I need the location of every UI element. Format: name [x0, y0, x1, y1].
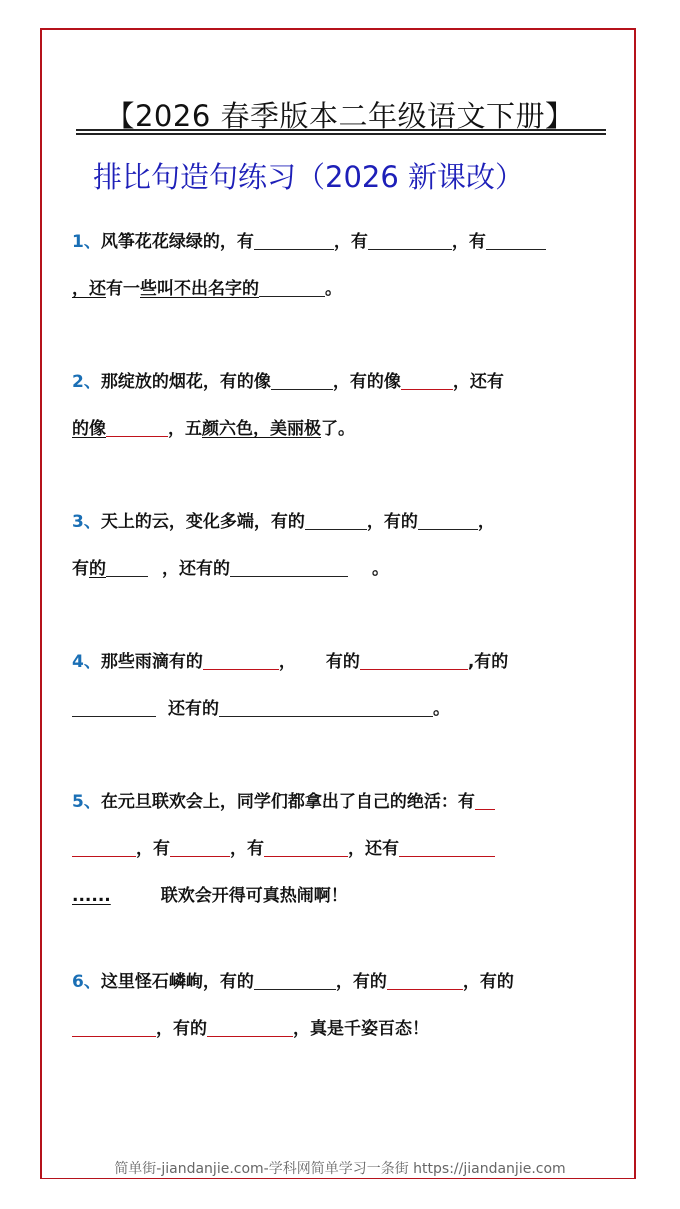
question-2-line-2: 的像 ，五颜六色，美丽极了。 [72, 419, 355, 439]
blank[interactable] [368, 233, 452, 250]
blank[interactable] [264, 840, 348, 857]
blank[interactable] [305, 513, 367, 530]
question-1-line-1: 1、风筝花花绿绿的，有 ，有 ，有 [72, 227, 546, 252]
blank[interactable] [170, 840, 230, 857]
question-6-line-2: ，有的 ，真是千姿百态！ [72, 1014, 429, 1039]
question-3-line-1: 3、天上的云，变化多端，有的 ，有的 ， [72, 512, 495, 532]
blank[interactable] [254, 233, 334, 250]
footer-source: 简单街-jiandanjie.com-学科网简单学习一条街 https://jiandanjie.com [114, 1161, 566, 1177]
question-1-line-2: ，还有一些叫不出名字的 。 [72, 279, 342, 299]
blank[interactable] [387, 973, 463, 990]
blank[interactable] [106, 560, 148, 577]
question-5-line-2: ，有 ，有 ，还有 [72, 834, 495, 859]
question-4-line-2: 还有的 。 [72, 694, 450, 719]
blank[interactable] [203, 653, 279, 670]
blank[interactable] [486, 233, 546, 250]
blank[interactable] [254, 973, 336, 990]
blank[interactable] [399, 840, 495, 857]
blank[interactable] [219, 700, 433, 717]
blank[interactable] [230, 560, 348, 577]
blank[interactable] [106, 420, 168, 437]
blank[interactable] [271, 373, 333, 390]
question-3-line-2: 有的 ，还有的 。 [72, 559, 389, 579]
question-5-line-3: ...... 联欢会开得可真热闹啊！ [72, 886, 348, 906]
title-underline [76, 129, 606, 131]
question-4-line-1: 4、那些雨滴有的 ， 有的 ,有的 [72, 652, 509, 672]
question-6-line-1: 6、这里怪石嶙峋，有的 ，有的 ，有的 [72, 972, 514, 992]
blank[interactable] [475, 793, 495, 810]
blank[interactable] [401, 373, 453, 390]
blank[interactable] [72, 700, 156, 717]
blank[interactable] [418, 513, 478, 530]
worksheet-title: 【2026 春季版本二年级语文下册】 [105, 99, 575, 133]
page-border [40, 28, 636, 1179]
title-underline-2 [76, 133, 606, 135]
blank[interactable] [72, 1020, 156, 1037]
question-5-line-1: 5、在元旦联欢会上，同学们都拿出了自己的绝活：有 [72, 787, 495, 812]
blank[interactable] [259, 280, 325, 297]
blank[interactable] [360, 653, 468, 670]
worksheet-subtitle: 排比句造句练习（2026 新课改） [93, 160, 525, 194]
blank[interactable] [207, 1020, 293, 1037]
question-2-line-1: 2、那绽放的烟花，有的像 ，有的像 ，还有 [72, 372, 504, 392]
blank[interactable] [72, 840, 136, 857]
